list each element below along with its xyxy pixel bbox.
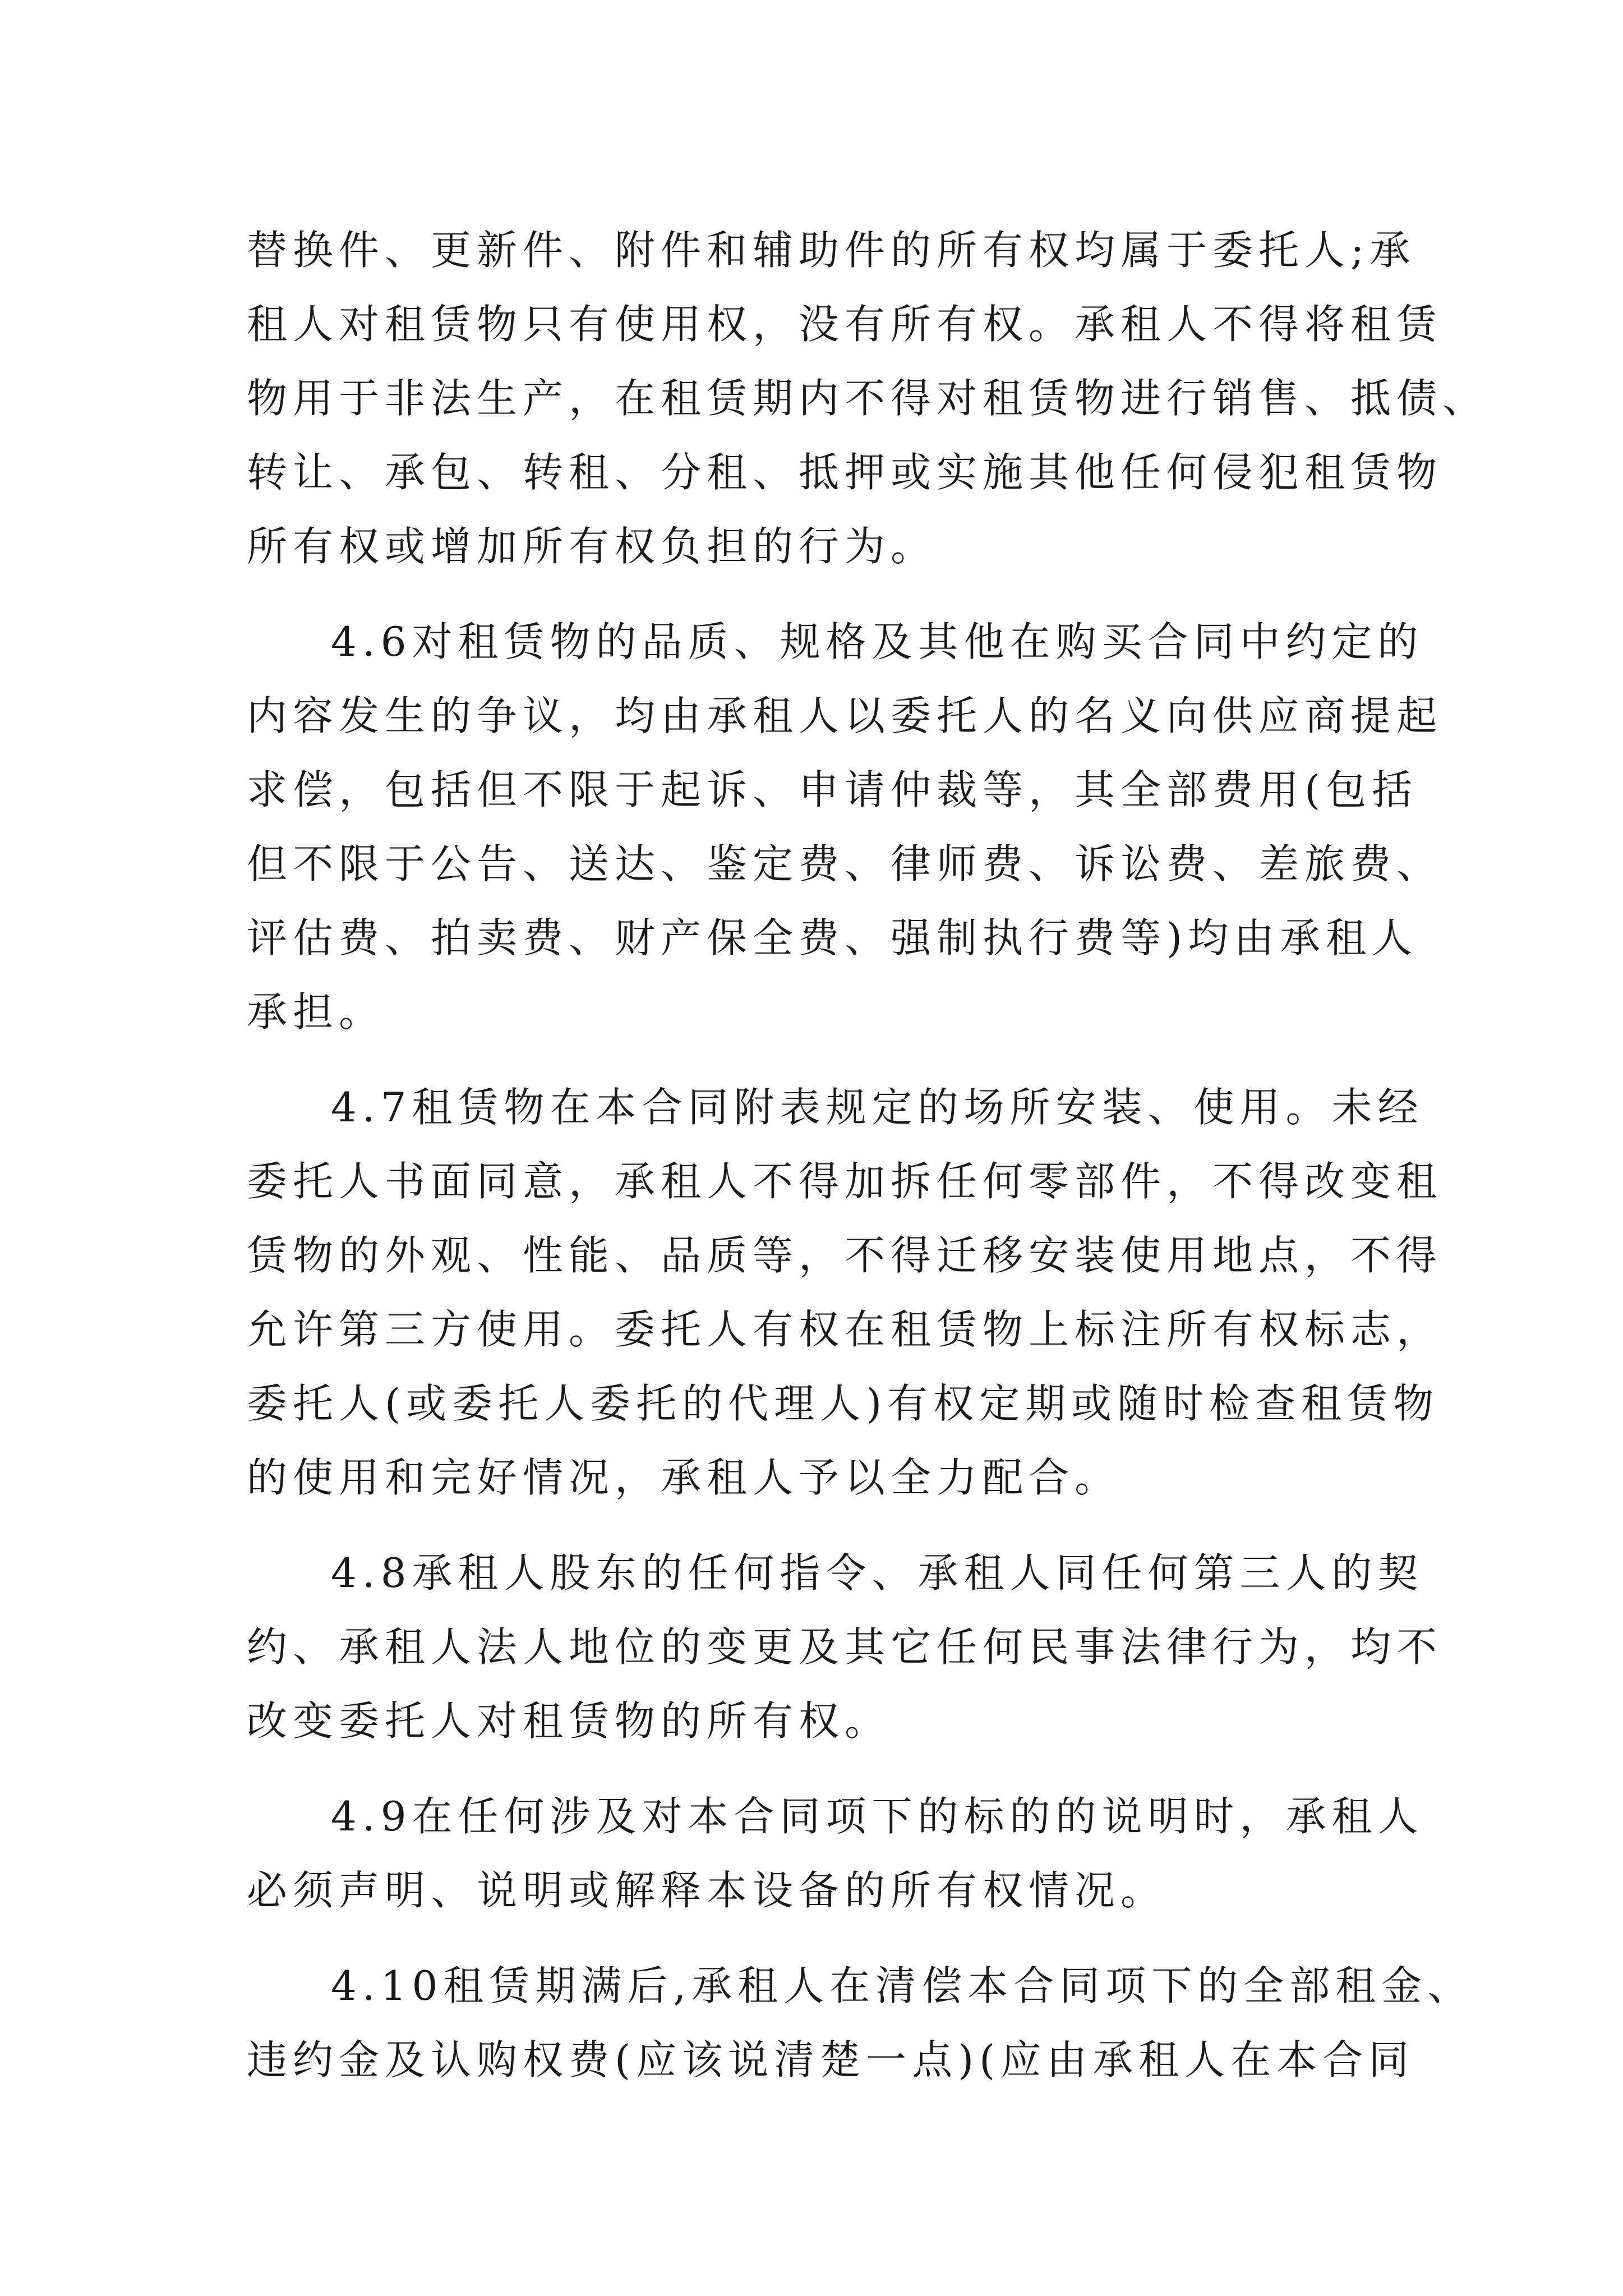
text-line: 评估费、拍卖费、财产保全费、强制执行费等)均由承租人 <box>247 914 1418 961</box>
clause-4-7 <box>247 1070 1443 1515</box>
text-line: 委托人(或委托人委托的代理人)有权定期或随时检查租赁物 <box>247 1380 1440 1427</box>
contract-body <box>247 213 1489 2097</box>
text-line: 4.10租赁期满后,承租人在清偿本合同项下的全部租金、 <box>331 1962 1474 2009</box>
text-line: 赁物的外观、性能、品质等，不得迁移安装使用地点，不得 <box>247 1232 1443 1279</box>
text-line: 4.9在任何涉及对本合同项下的标的的说明时，承租人 <box>331 1793 1424 1840</box>
clause-4-6 <box>247 605 1443 1049</box>
text-line: 改变委托人对租赁物的所有权。 <box>247 1697 891 1745</box>
text-line: 违约金及认购权费(应该说清楚一点)(应由承租人在本合同 <box>247 2036 1415 2083</box>
text-line: 但不限于公告、送达、鉴定费、律师费、诉讼费、差旅费、 <box>247 840 1443 887</box>
text-line: 4.7租赁物在本合同附表规定的场所安装、使用。未经 <box>331 1084 1424 1131</box>
text-line: 委托人书面同意，承租人不得加拆任何零部件，不得改变租 <box>247 1158 1443 1205</box>
text-line: 允许第三方使用。委托人有权在租赁物上标注所有权标志， <box>247 1306 1443 1353</box>
clause-4-8 <box>247 1536 1443 1758</box>
clause-4-9 <box>247 1779 1424 1927</box>
text-line: 内容发生的争议，均由承租人以委托人的名义向供应商提起 <box>247 692 1443 739</box>
clause-4-5-continuation <box>247 213 1489 583</box>
text-line: 物用于非法生产，在租赁期内不得对租赁物进行销售、抵债、 <box>247 375 1489 422</box>
text-line: 求偿，包括但不限于起诉、申请仲裁等，其全部费用(包括 <box>247 766 1418 813</box>
text-line: 约、承租人法人地位的变更及其它任何民事法律行为，均不 <box>247 1623 1443 1671</box>
text-line: 租人对租赁物只有使用权，没有所有权。承租人不得将租赁 <box>247 301 1443 348</box>
clause-4-10 <box>247 1949 1474 2097</box>
text-line: 必须声明、说明或解释本设备的所有权情况。 <box>247 1867 1167 1914</box>
text-line: 转让、承包、转租、分租、抵押或实施其他任何侵犯租赁物 <box>247 449 1443 496</box>
text-line: 4.6对租赁物的品质、规格及其他在购买合同中约定的 <box>331 618 1424 665</box>
text-line: 的使用和完好情况，承租人予以全力配合。 <box>247 1454 1121 1501</box>
text-line: 4.8承租人股东的任何指令、承租人同任何第三人的契 <box>331 1549 1424 1596</box>
text-line: 承担。 <box>247 988 385 1036</box>
text-line: 所有权或增加所有权负担的行为。 <box>247 523 937 570</box>
text-line: 替换件、更新件、附件和辅助件的所有权均属于委托人;承 <box>247 227 1416 274</box>
